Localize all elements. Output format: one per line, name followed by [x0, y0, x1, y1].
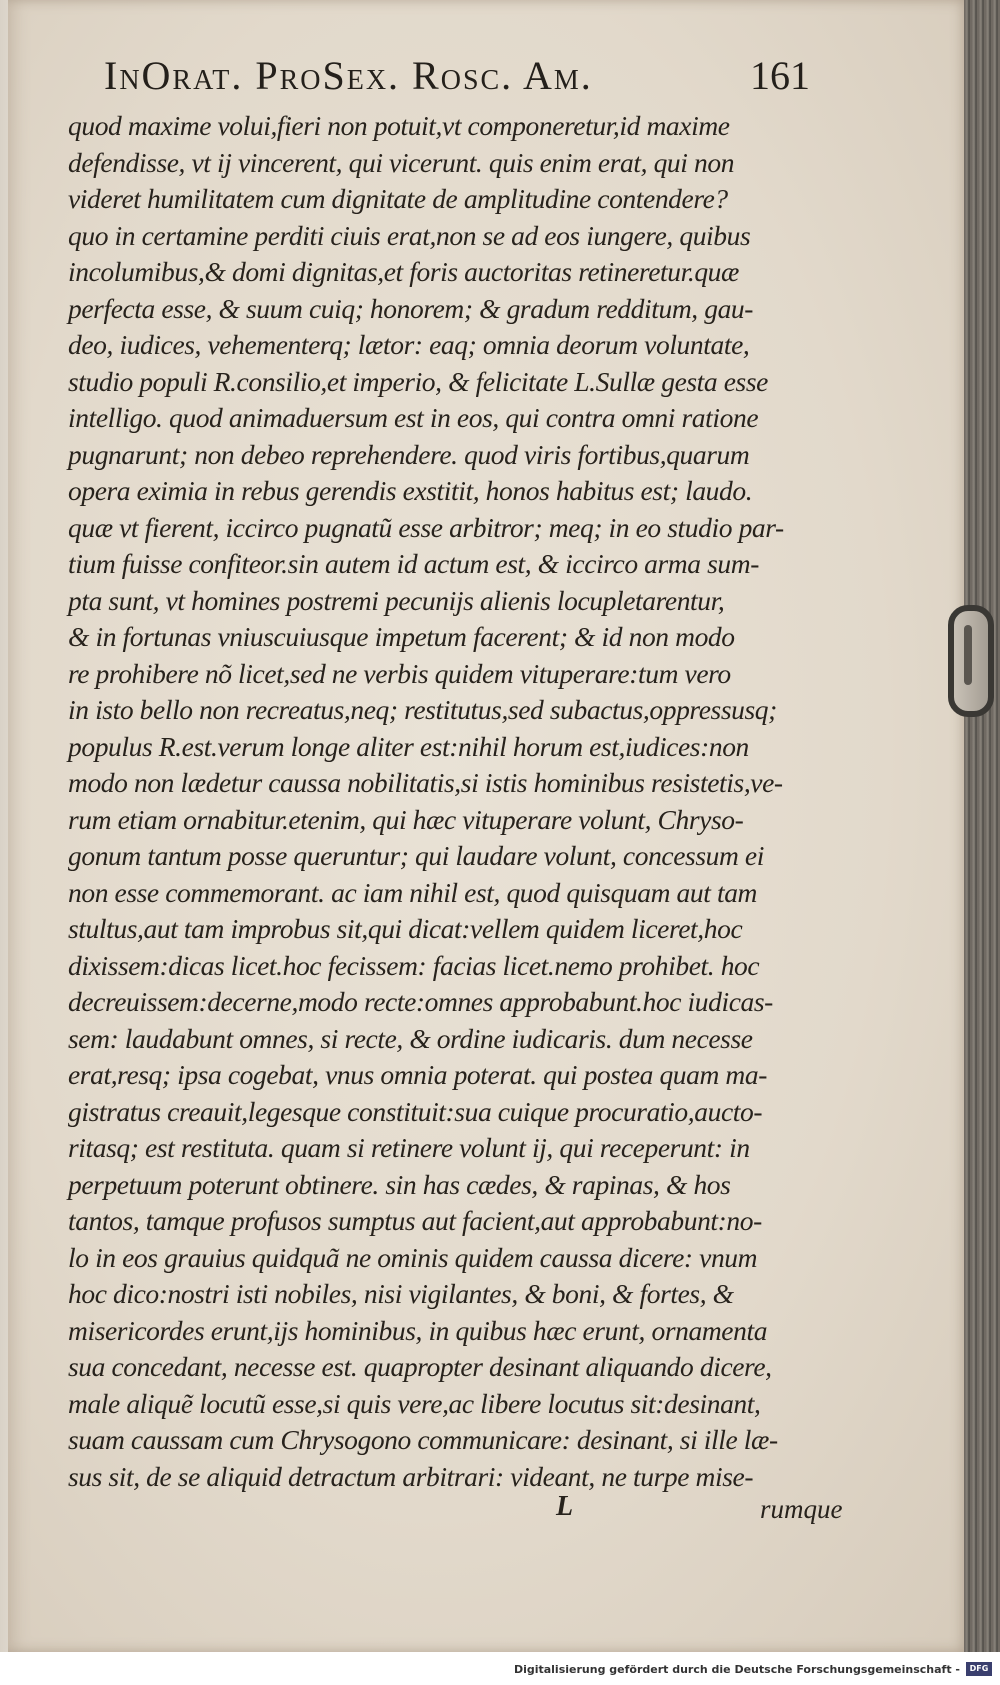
text-line: erat,resq; ipsa cogebat, vnus omnia poterat. qui postea quam ma-: [68, 1059, 768, 1090]
text-line: pugnarunt; non debeo reprehendere. quod viris fortibus,quarum: [68, 438, 750, 470]
text-line: videret humilitatem cum dignitate de amplitudine contendere?: [68, 183, 728, 214]
text-line: stultus,aut tam improbus sit,qui dicat:vellem quidem liceret,hoc: [68, 913, 743, 944]
text-line: populus R.est.verum longe aliter est:nihil horum est,iudices:non: [68, 730, 749, 762]
text-line: gistratus creauit,legesque constituit:sua cuique procuratio,aucto-: [68, 1095, 763, 1127]
text-line: studio populi R.consilio,et imperio, & felicitate L.Sullæ gesta esse: [68, 365, 768, 397]
text-line: non esse commemorant. ac iam nihil est, quod quisquam aut tam: [68, 876, 758, 908]
text-line: suam caussam cum Chrysogono communicare: desinant, si ille læ-: [68, 1424, 778, 1455]
text-line: & in fortunas vniuscuiusque impetum facerent; & id non modo: [68, 621, 735, 652]
text-line: perfecta esse, & suum cuiq; honorem; & gradum redditum, gau-: [68, 292, 754, 324]
clasp-pin: [964, 625, 972, 685]
text-line: re prohibere nõ licet,sed ne verbis quidem vituperare:tum vero: [68, 657, 731, 689]
text-line: deo, iudices, vehementerq; lætor: eaq; omnia deorum voluntate,: [68, 329, 750, 360]
text-line: sem: laudabunt omnes, si recte, & ordine iudicaris. dum necesse: [68, 1022, 753, 1054]
text-line: misericordes erunt,ijs hominibus, in quibus hæc erunt, ornamenta: [68, 1314, 768, 1346]
text-line: modo non lædetur caussa nobilitatis,si istis hominibus resistetis,ve-: [68, 767, 783, 798]
text-line: gonum tantum posse queruntur; qui laudare volunt, concessum ei: [68, 840, 764, 871]
text-line: lo in eos grauius quidquã ne ominis quidem caussa dicere: vnum: [68, 1241, 758, 1273]
text-line: quod maxime volui,fieri non potuit,vt componeretur,id maxime: [68, 110, 730, 141]
text-line: sus sit, de se aliquid detractum arbitrari: videant, ne turpe mise-: [68, 1460, 754, 1492]
text-line: hoc dico:nostri isti nobiles, nisi vigilantes, & boni, & fortes, &: [68, 1278, 734, 1309]
text-line: rum etiam ornabitur.etenim, qui hæc vituperare volunt, Chryso-: [68, 803, 744, 835]
text-line: tantos, tamque profusos sumptus aut facient,aut approbabunt:no-: [68, 1205, 762, 1236]
body-text: [68, 108, 848, 1495]
text-line: tium fuisse confiteor.sin autem id actum est, & iccirco arma sum-: [68, 548, 759, 579]
text-line: in isto bello non recreatus,neq; restitutus,sed subactus,oppressusq;: [68, 694, 777, 725]
signature-mark: L: [556, 1491, 574, 1522]
text-line: male aliquẽ locutũ esse,si quis vere,ac libere locutus sit:desinant,: [68, 1387, 761, 1419]
text-line: pta sunt, vt homines postremi pecunijs alienis locupletarentur,: [68, 584, 725, 616]
text-line: decreuissem:decerne,modo recte:omnes approbabunt.hoc iudicas-: [68, 986, 773, 1017]
page-edges: [964, 0, 1000, 1652]
running-head: InOrat. ProSex. Rosc. Am.: [104, 53, 593, 98]
text-line: sua concedant, necesse est. quapropter desinant aliquando dicere,: [68, 1351, 772, 1382]
text-line: incolumibus,& domi dignitas,et foris auctoritas retineretur.quæ: [68, 256, 739, 287]
text-line: opera eximia in rebus gerendis exstitit, honos habitus est; laudo.: [68, 475, 753, 506]
dfg-logo: DFG: [966, 1662, 992, 1676]
text-line: ritasq; est restituta. quam si retinere volunt ij, qui receperunt: in: [68, 1132, 750, 1163]
book-clasp: [948, 605, 994, 717]
text-line: quo in certamine perditi ciuis erat,non se ad eos iungere, quibus: [68, 219, 751, 251]
footer-credit: Digitalisierung gefördert durch die Deutsche Forschungsgemeinschaft -: [513, 1663, 960, 1676]
text-line: quæ vt fierent, iccirco pugnatũ esse arbitror; meq; in eo studio par-: [68, 511, 784, 543]
text-line: intelligo. quod animaduersum est in eos, qui contra omni ratione: [68, 402, 759, 433]
catchword: rumque: [760, 1494, 843, 1524]
text-line: perpetuum poterunt obtinere. sin has cædes, & rapinas, & hos: [68, 1168, 731, 1200]
text-line: defendisse, vt ij vincerent, qui vicerunt. quis enim erat, qui non: [68, 146, 735, 178]
text-line: dixissem:dicas licet.hoc fecissem: facias licet.nemo prohibet. hoc: [68, 949, 760, 981]
page-number: 161: [750, 53, 810, 98]
